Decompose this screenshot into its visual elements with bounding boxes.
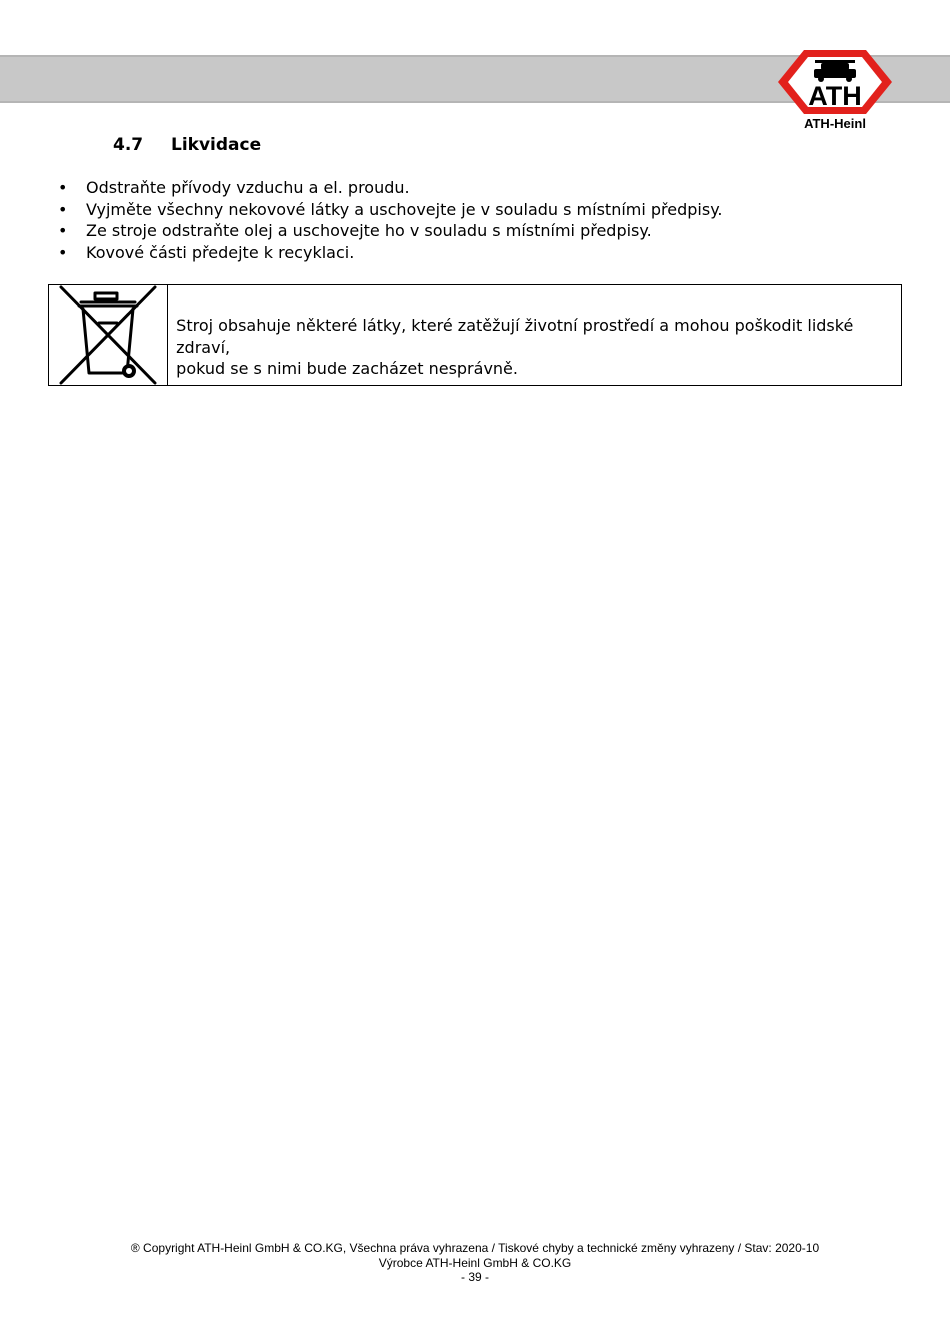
list-item: • Odstraňte přívody vzduchu a el. proudu.	[58, 177, 722, 199]
page-number: - 39 -	[460, 1270, 489, 1284]
list-item: • Ze stroje odstraňte olej a uschovejte ho v souladu s místními předpisy.	[58, 220, 722, 242]
logo-caption: ATH-Heinl	[804, 116, 866, 131]
notice-icon-cell	[49, 285, 168, 385]
disposal-steps-list	[58, 177, 722, 263]
section-heading	[113, 135, 261, 155]
page-footer	[0, 1241, 950, 1285]
footer-manufacturer: Výrobce ATH-Heinl GmbH & CO.KG	[378, 1255, 572, 1270]
section-title: Likvidace	[171, 135, 262, 155]
notice-text-line: pokud se s nimi bude zacházet nesprávně.	[176, 359, 518, 378]
list-item: • Vyjměte všechny nekovové látky a uschovejte je v souladu s místními předpisy.	[58, 199, 722, 221]
logo-text: ATH	[808, 81, 862, 111]
crossed-out-wheelie-bin-icon	[53, 285, 163, 385]
footer-copyright: ® Copyright ATH-Heinl GmbH & CO.KG, Všechna práva vyhrazena / Tiskové chyby a technické změny vyhrazeny / Stav: 2020-10	[130, 1241, 820, 1255]
environmental-notice-box	[48, 284, 902, 386]
section-number: 4.7	[113, 135, 144, 155]
notice-text	[168, 285, 901, 385]
list-item: • Kovové části předejte k recyklaci.	[58, 242, 722, 264]
notice-text-line: Stroj obsahuje některé látky, které zatěžují životní prostředí a mohou poškodit lidské zdraví,	[176, 316, 854, 357]
